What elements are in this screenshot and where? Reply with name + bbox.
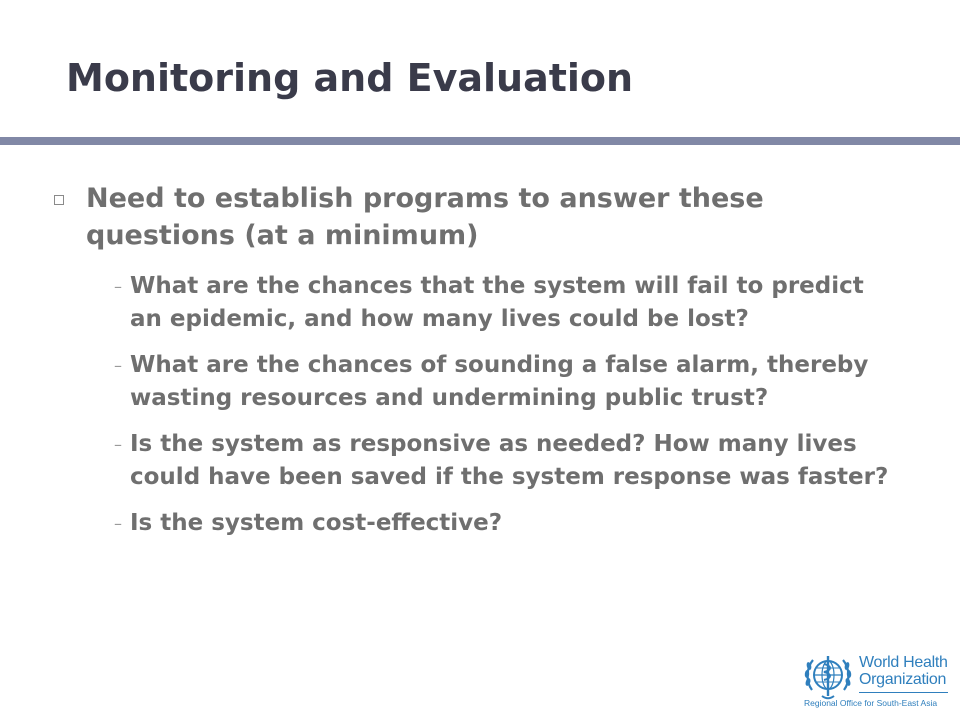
who-emblem-icon [802,650,854,702]
dash-bullet-icon: – [114,514,122,533]
who-org-name-line2: Organization [859,671,947,688]
sub-bullet-list [48,270,928,540]
sub-bullet-text: Is the system as responsive as needed? How many lives could have been saved if the system response was faster? [130,431,889,490]
sub-bullet [114,349,928,415]
who-logo [802,650,952,712]
dash-bullet-icon: – [114,277,122,296]
dash-bullet-icon: – [114,356,122,375]
dash-bullet-icon: – [114,435,122,454]
title-divider [0,137,960,145]
who-logo-divider [859,692,948,693]
sub-bullet-text: What are the chances that the system will fail to predict an epidemic, and how many lives could be lost? [130,273,864,332]
who-org-name-line1: World Health [859,654,948,671]
sub-bullet [114,428,928,494]
main-bullet [48,180,928,254]
square-bullet-icon [54,195,64,205]
main-bullet-text: Need to establish programs to answer these questions (at a minimum) [86,183,764,251]
slide-content [48,180,928,553]
who-org-name [859,654,948,688]
sub-bullet-text: What are the chances of sounding a false alarm, thereby wasting resources and undermining public trust? [130,352,869,411]
sub-bullet [114,507,928,540]
sub-bullet-text: Is the system cost-effective? [130,510,503,536]
who-region-name: Regional Office for South-East Asia [804,698,938,708]
sub-bullet [114,270,928,336]
slide-title: Monitoring and Evaluation [66,56,634,100]
